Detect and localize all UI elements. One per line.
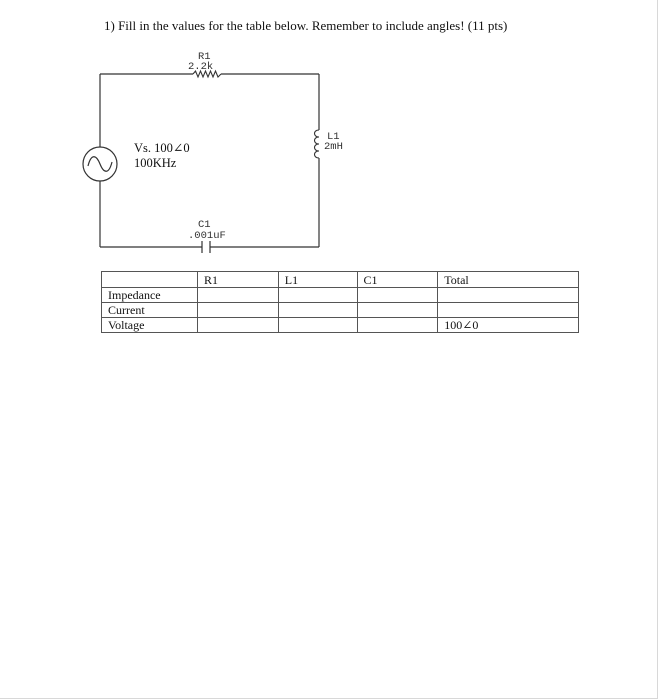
resistor-ref: R1: [198, 51, 211, 63]
voltage-total-cell[interactable]: 100∠0: [438, 318, 579, 333]
table-corner-cell: [102, 272, 198, 288]
row-label-impedance: Impedance: [102, 288, 198, 303]
resistor-value: 2.2k: [188, 61, 214, 73]
column-header-c1: C1: [357, 272, 438, 288]
column-header-r1: R1: [198, 272, 279, 288]
circuit-diagram: [0, 0, 659, 270]
voltage-l1-cell[interactable]: [278, 318, 357, 333]
table-row: [102, 288, 579, 303]
table-header-row: [102, 272, 579, 288]
table-row: [102, 303, 579, 318]
row-label-current: Current: [102, 303, 198, 318]
current-c1-cell[interactable]: [357, 303, 438, 318]
current-l1-cell[interactable]: [278, 303, 357, 318]
capacitor-ref: C1: [198, 219, 211, 231]
column-header-l1: L1: [278, 272, 357, 288]
column-header-total: Total: [438, 272, 579, 288]
impedance-c1-cell[interactable]: [357, 288, 438, 303]
inductor-value: 2mH: [324, 141, 343, 153]
source-voltage: Vs. 100∠0: [134, 141, 190, 155]
voltage-r1-cell[interactable]: [198, 318, 279, 333]
impedance-total-cell[interactable]: [438, 288, 579, 303]
question-text: 1) Fill in the values for the table below. Remember to include angles! (11 pts): [104, 18, 508, 33]
inductor-ref: L1: [327, 131, 340, 143]
inductor-symbol: [315, 130, 320, 158]
impedance-l1-cell[interactable]: [278, 288, 357, 303]
current-total-cell[interactable]: [438, 303, 579, 318]
row-label-voltage: Voltage: [102, 318, 198, 333]
voltage-c1-cell[interactable]: [357, 318, 438, 333]
source-frequency: 100KHz: [134, 156, 177, 170]
current-r1-cell[interactable]: [198, 303, 279, 318]
impedance-r1-cell[interactable]: [198, 288, 279, 303]
table-row: [102, 318, 579, 333]
values-table: [101, 271, 579, 333]
capacitor-value: .001uF: [188, 230, 226, 242]
capacitor-symbol: [202, 241, 210, 253]
